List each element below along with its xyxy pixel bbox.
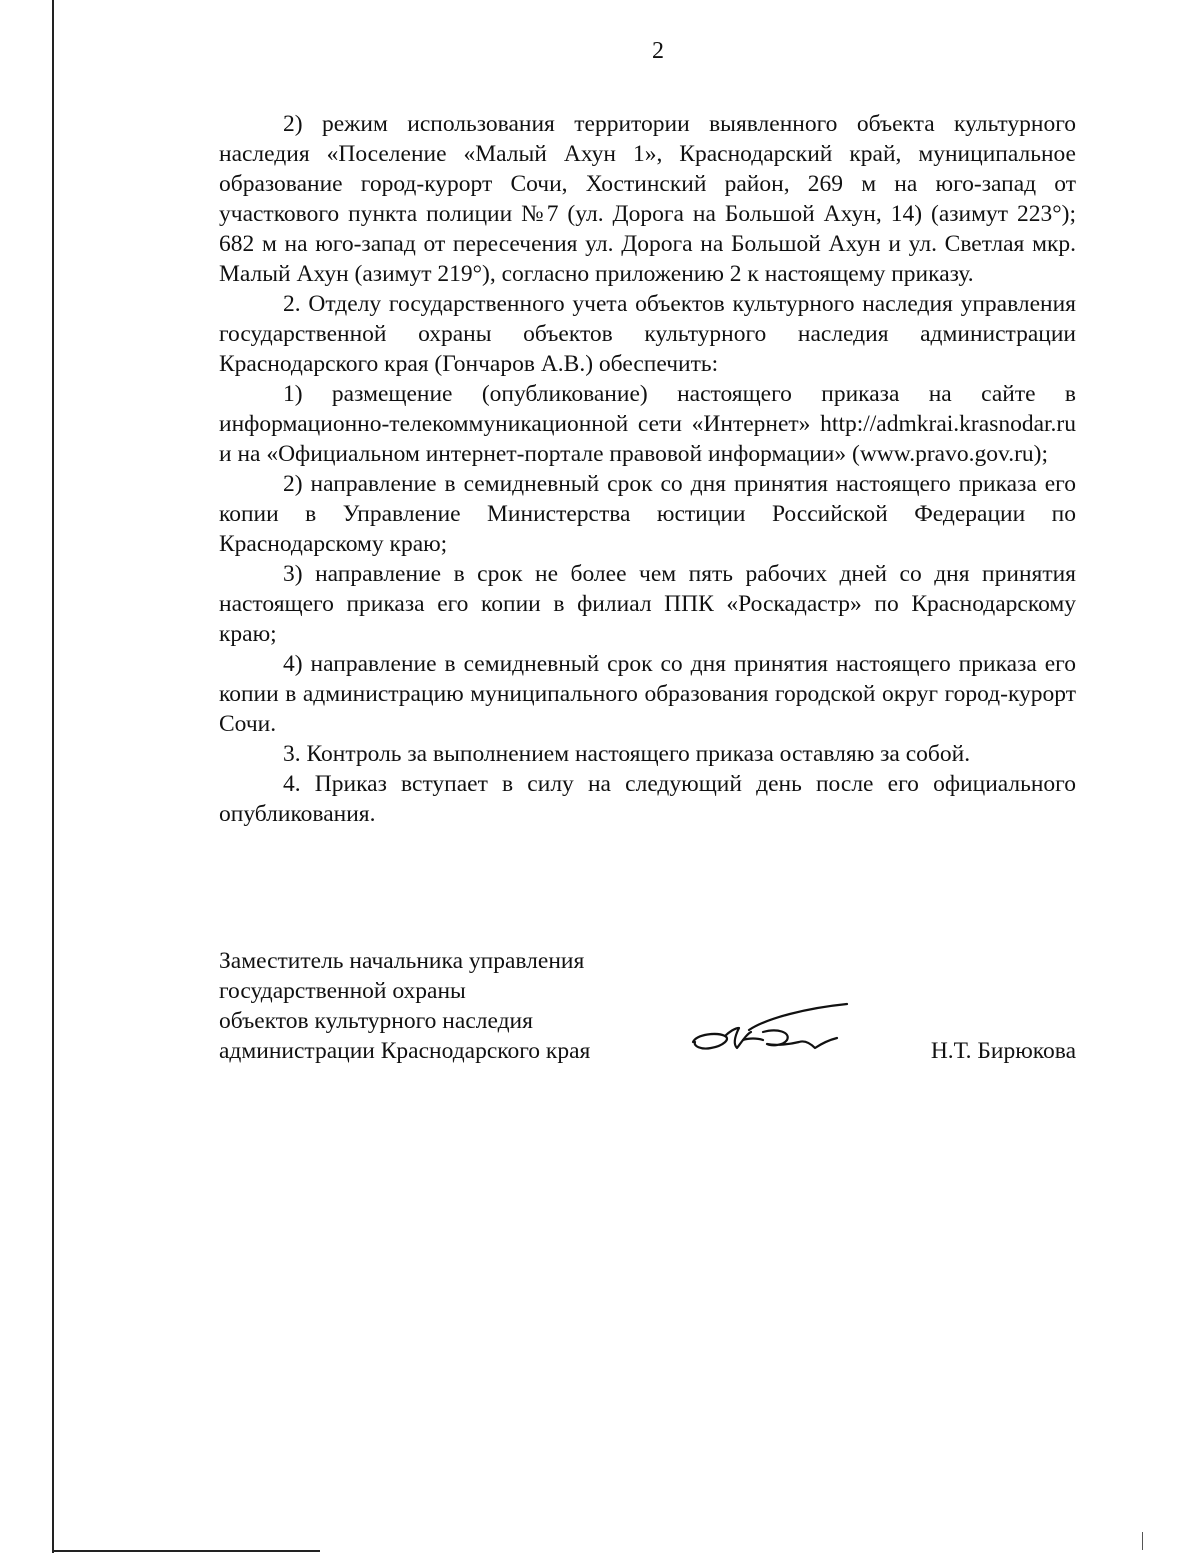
signature-block	[219, 946, 1076, 1066]
handwritten-signature	[687, 998, 877, 1068]
signatory-title-line: государственной охраны	[219, 978, 466, 1004]
paragraph-item-3: 3. Контроль за выполнением настоящего приказа оставляю за собой.	[283, 741, 971, 767]
paragraph-subitem-4: 4) направление в семидневный срок со дня принятия настоящего приказа его копии в администрацию муниципального образования городской округ город-курорт Сочи.	[219, 651, 1076, 737]
document-body	[219, 109, 1076, 829]
paragraph-subitem-2: 2) направление в семидневный срок со дня принятия настоящего приказа его копии в Управление Министерства юстиции Российской Федерации по Краснодарскому краю;	[219, 471, 1076, 557]
signatory-title-line: Заместитель начальника управления	[219, 948, 585, 974]
scan-border-bottom	[52, 1550, 320, 1552]
page-number: 2	[652, 38, 664, 64]
paragraph-item-2: 2. Отделу государственного учета объектов культурного наследия управления государственной охраны объектов культурного наследия администрации Краснодарского края (Гончаров А.В.) обеспечить:	[219, 291, 1076, 377]
paragraph-subitem-3: 3) направление в срок не более чем пять рабочих дней со дня принятия настоящего приказа его копии в филиал ППК «Роскадастр» по Краснодарскому краю;	[219, 561, 1076, 647]
scan-mark	[1142, 1532, 1143, 1550]
signatory-name: Н.Т. Бирюкова	[930, 1038, 1076, 1064]
paragraph-subitem-1: 1) размещение (опубликование) настоящего приказа на сайте в информационно-телекоммуникационной сети «Интернет» http://admkrai.krasnodar.ru и на «Официальном интернет-портале правовой информации» (www.pravo.gov.ru);	[219, 381, 1076, 467]
signatory-title	[219, 946, 649, 1066]
paragraph-regime: 2) режим использования территории выявленного объекта культурного наследия «Поселение «Малый Ахун 1», Краснодарский край, муниципальное образование город-курорт Сочи, Хостинский район, 269 м на юго-запад от участкового пункта полиции №7 (ул. Дорога на Большой Ахун, 14) (азимут 223°); 682 м на юго-запад от пересечения ул. Дорога на Большой Ахун и ул. Светлая мкр. Малый Ахун (азимут 219°), согласно приложению 2 к настоящему приказу.	[219, 111, 1076, 287]
scan-border-left	[52, 0, 54, 1553]
signatory-title-line: объектов культурного наследия	[219, 1008, 533, 1034]
signatory-title-line: администрации Краснодарского края	[219, 1038, 591, 1064]
paragraph-item-4: 4. Приказ вступает в силу на следующий день после его официального опубликования.	[219, 771, 1076, 827]
